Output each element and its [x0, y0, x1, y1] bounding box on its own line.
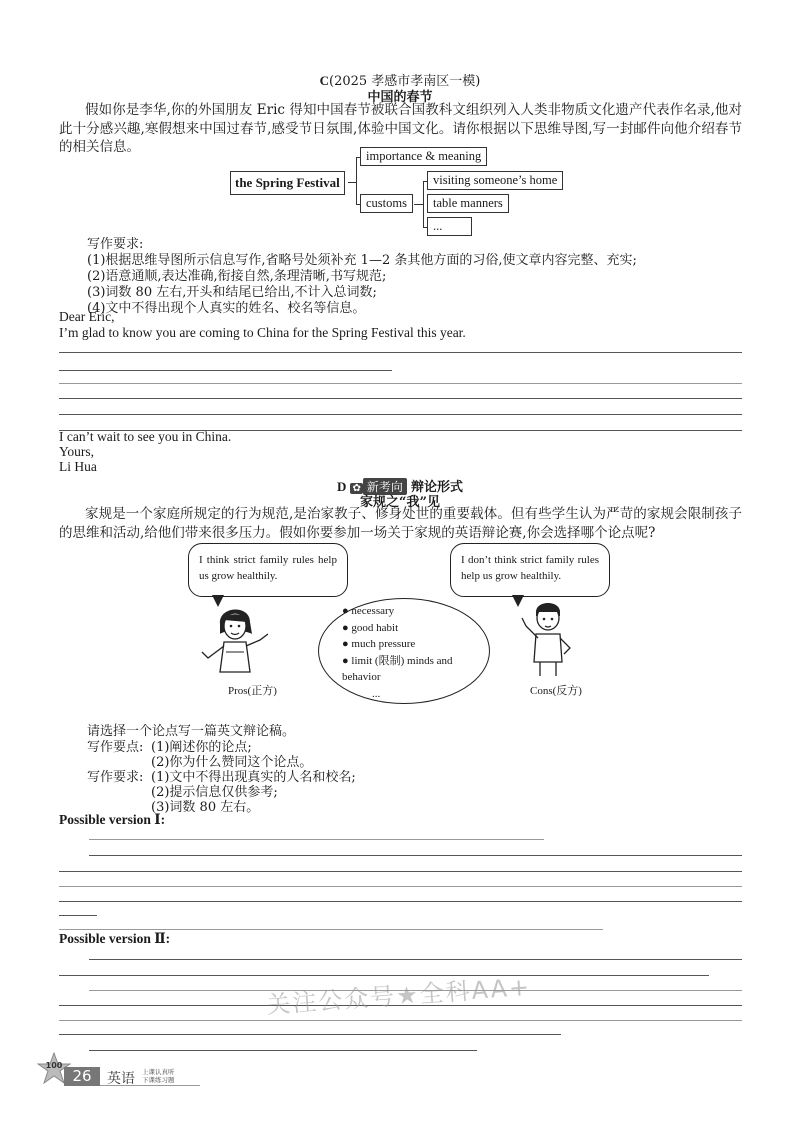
mindmap-branch-customs: customs — [360, 194, 413, 213]
section-letter: C — [319, 73, 329, 88]
section-source: (2025 孝感市孝南区一模) — [329, 74, 481, 89]
writing-line[interactable] — [59, 929, 603, 930]
point-item: (1)阐述你的论点; — [151, 740, 252, 755]
letter-signoff: Yours, — [59, 444, 95, 459]
section-c-intro: 假如你是李华,你的外国朋友 Eric 得知中国春节被联合国教科文组织列入人类非物质文化遗产代表作名录,他对此十分感兴趣,寒假想来中国过春节,感受节日氛围,体验中国文化。请你根据以下思维导图,写一封邮件向他介绍春节的相关信息。 — [59, 102, 742, 155]
label-cons: Cons(反方) — [530, 685, 582, 697]
writing-line[interactable] — [89, 839, 544, 840]
writing-line[interactable] — [59, 398, 742, 399]
list-item: ● limit (限制) minds and behavior — [342, 654, 453, 683]
writing-line[interactable] — [59, 886, 742, 887]
slogan-bottom: 下课练习题 — [142, 1076, 175, 1084]
writing-line[interactable] — [59, 383, 742, 384]
section-d-title: 家规之“我”见 — [360, 495, 440, 510]
footer-subject: 英语 — [107, 1071, 135, 1087]
letter-greeting: Dear Eric, — [59, 309, 115, 324]
version-2-label: Possible version Ⅱ: — [59, 931, 171, 946]
writing-line[interactable] — [59, 414, 742, 415]
requirement-item: (2)提示信息仅供参考; — [151, 785, 278, 800]
letter-closing: I can’t wait to see you in China. — [59, 429, 232, 444]
watermark: 关注公众号★全科AA+ — [265, 972, 532, 1020]
writing-line[interactable] — [59, 871, 742, 872]
mindmap-sub-table: table manners — [427, 194, 509, 213]
writing-line[interactable] — [89, 855, 742, 856]
letter-opening: I’m glad to know you are coming to China for the Spring Festival this year. — [59, 325, 466, 340]
writing-line[interactable] — [89, 959, 742, 960]
boy-figure-icon — [514, 596, 584, 678]
speech-bubble-cons: I don’t think strict family rules help us grow healthily. — [450, 543, 610, 597]
writing-line[interactable] — [59, 1034, 561, 1035]
list-item: ● necessary — [342, 605, 395, 617]
requirement-item: (1)根据思维导图所示信息写作,省略号处须补充 1—2 条其他方面的习俗,使文章内容完整、充实; — [87, 253, 637, 268]
cloud-item-text: necessary — [351, 605, 395, 617]
list-item: ● much pressure — [342, 638, 416, 650]
writing-line[interactable] — [59, 915, 97, 916]
cloud-item-text: good habit — [351, 621, 399, 634]
list-item: ● good habit — [342, 621, 399, 634]
writing-line[interactable] — [59, 901, 742, 902]
requirement-item: (2)语意通顺,表达准确,衔接自然,条理清晰,书写规范; — [87, 269, 387, 284]
badge-text: 100 — [45, 1061, 63, 1070]
mindmap-connector — [348, 182, 356, 183]
new-tag: 新考向 — [363, 478, 407, 495]
girl-figure-icon — [198, 600, 278, 680]
cloud-item-text: much pressure — [351, 638, 416, 650]
cloud-items — [342, 603, 472, 702]
letter-name: Li Hua — [59, 459, 97, 474]
requirement-item: (3)词数 80 左右。 — [151, 800, 260, 815]
point-item: (2)你为什么赞同这个论点。 — [151, 755, 313, 770]
instruction: 请选择一个论点写一篇英文辩论稿。 — [87, 724, 296, 739]
writing-line[interactable] — [89, 1050, 477, 1051]
list-item — [342, 686, 472, 703]
mindmap-sub-more: ... — [427, 217, 472, 236]
requirement-item: (4)文中不得出现个人真实的姓名、校名等信息。 — [87, 301, 366, 316]
cloud-item-text: ... — [372, 687, 381, 700]
slogan-top: 上课认真听 — [142, 1068, 175, 1076]
mindmap-branch-importance: importance & meaning — [360, 147, 487, 166]
mindmap-connector — [414, 204, 423, 205]
page-number: 26 — [64, 1067, 100, 1086]
footer-slogan — [142, 1068, 175, 1084]
requirement-item: (3)词数 80 左右,开头和结尾已给出,不计入总词数; — [87, 285, 377, 300]
label-pros: Pros(正方) — [228, 685, 277, 697]
writing-line[interactable] — [59, 1020, 742, 1021]
requirement-item: (1)文中不得出现真实的人名和校名; — [151, 770, 356, 785]
version-1-label: Possible version Ⅰ: — [59, 812, 166, 827]
requirements-title: 写作要求: — [87, 770, 144, 785]
section-d-intro: 家规是一个家庭所规定的行为规范,是治家教子、修身处世的重要载体。但有些学生认为严苛的家规会限制孩子的思维和活动,给他们带来很多压力。假如你要参加一场关于家规的英语辩论赛,你会选择哪个论点呢? — [59, 506, 742, 541]
tag-type: 辩论形式 — [411, 480, 464, 495]
star-icon: ✿ — [352, 483, 361, 494]
section-letter: D — [336, 479, 347, 494]
cloud-item-text: limit (限制) minds and behavior — [342, 654, 453, 683]
writing-line[interactable] — [59, 370, 392, 371]
mindmap-root: the Spring Festival — [230, 171, 345, 195]
speech-bubble-pros: I think strict family rules help us grow healthily. — [188, 543, 348, 597]
writing-line[interactable] — [59, 975, 709, 976]
writing-line[interactable] — [59, 352, 742, 353]
mindmap-sub-visiting: visiting someone’s home — [427, 171, 563, 190]
points-title: 写作要点: — [87, 740, 144, 755]
requirements-title: 写作要求: — [87, 237, 144, 252]
section-c-title: 中国的春节 — [367, 90, 433, 105]
